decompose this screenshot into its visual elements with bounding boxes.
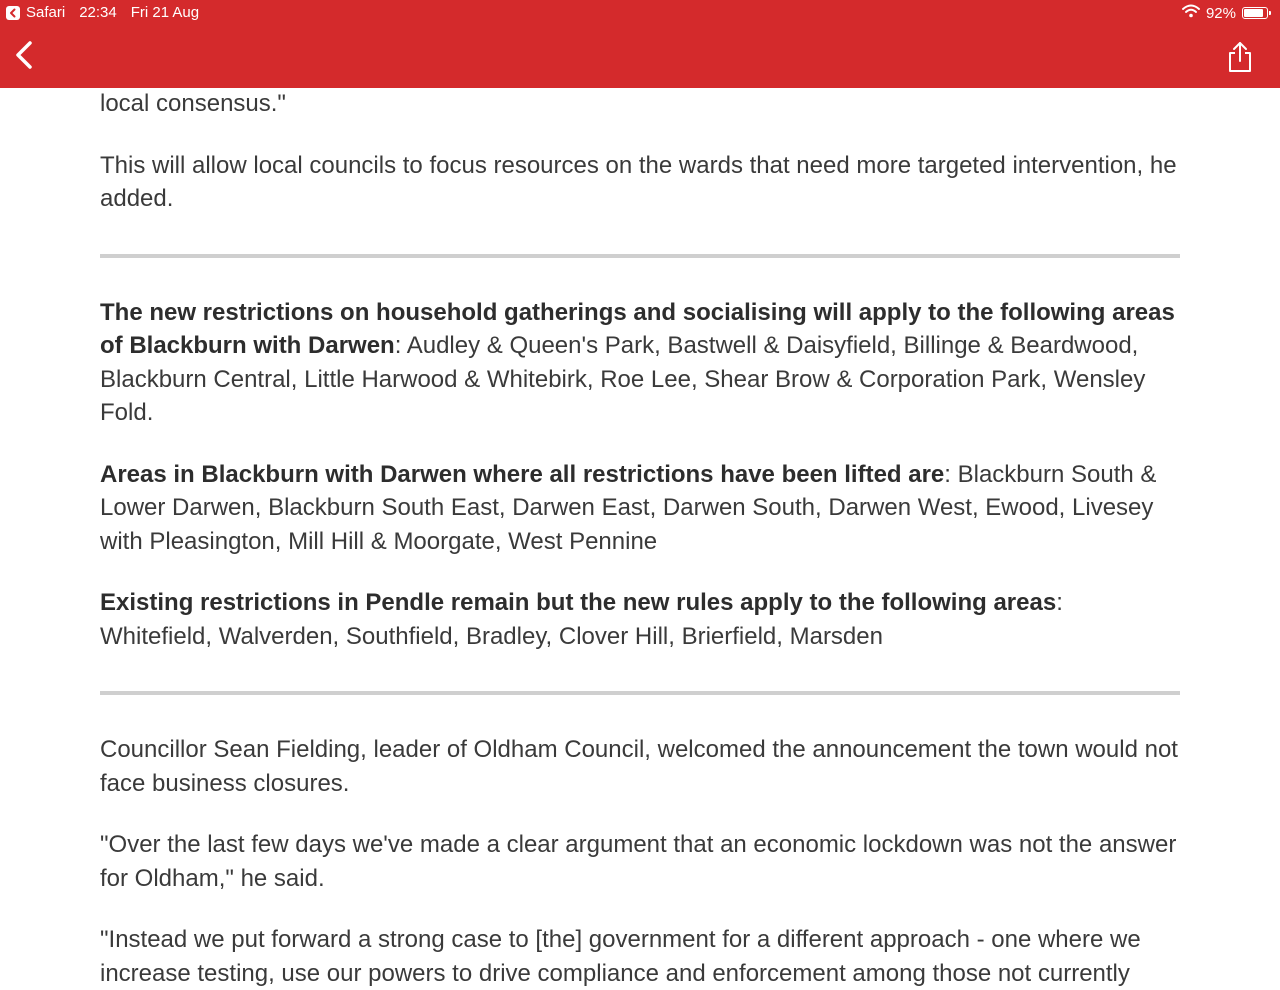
block-lead: The new restrictions on household gatherings and socialising will apply to the following areas of Blackburn with Darwen [100, 298, 1175, 359]
divider [100, 691, 1180, 695]
share-button[interactable] [1224, 40, 1256, 74]
status-right [1182, 4, 1268, 22]
status-bar [0, 0, 1280, 26]
article-body [100, 87, 1180, 990]
back-to-app-icon[interactable] [6, 6, 20, 20]
restrictions-block-3 [100, 586, 1180, 653]
status-left [6, 4, 199, 21]
chevron-left-icon [10, 38, 40, 74]
block-areas: : Audley & Queen's Park, Bastwell & Daisyfield, Billinge & Beardwood, Blackburn Central, Little Harwood & Whitebirk, Roe Lee, Shear Brow & Corporation Park, Wensley Fold. [100, 332, 1146, 426]
battery-icon [1242, 7, 1268, 19]
status-date: Fri 21 Aug [130, 4, 200, 21]
paragraph: This will allow local councils to focus resources on the wards that need more targeted intervention, he added. [100, 151, 1177, 212]
paragraph: Councillor Sean Fielding, leader of Oldham Council, welcomed the announcement the town would not face business closures. [100, 736, 1178, 797]
status-app-name[interactable]: Safari [26, 4, 66, 21]
wifi-icon [1182, 4, 1200, 22]
restrictions-block-2 [100, 458, 1180, 559]
block-lead: Existing restrictions in Pendle remain but the new rules apply to the following areas [100, 589, 1057, 616]
divider [100, 254, 1180, 258]
back-button[interactable] [10, 38, 40, 74]
status-time: 22:34 [79, 4, 117, 21]
block-lead: Areas in Blackburn with Darwen where all restrictions have been lifted are [100, 460, 945, 488]
paragraph: "Over the last few days we've made a clear argument that an economic lockdown was not the answer for Oldham," he said. [100, 831, 1177, 892]
block-areas: : Blackburn South & Lower Darwen, Blackburn South East, Darwen East, Darwen South, Darwen West, Ewood, Livesey with Pleasington, Mill Hill & Moorgate, West Pennine [100, 460, 1157, 555]
battery-percent: 92% [1205, 4, 1236, 22]
block-areas: : Whitefield, Walverden, Southfield, Bradley, Clover Hill, Brierfield, Marsden [100, 589, 1063, 650]
share-icon [1224, 40, 1256, 74]
paragraph: "Instead we put forward a strong case to [the] government for a different approach - one where we increase testing, use our powers to drive compliance and enforcement among those not currently [100, 926, 1141, 987]
top-bar [0, 0, 1280, 88]
restrictions-block-1 [100, 296, 1180, 430]
paragraph: local consensus." [100, 90, 286, 117]
